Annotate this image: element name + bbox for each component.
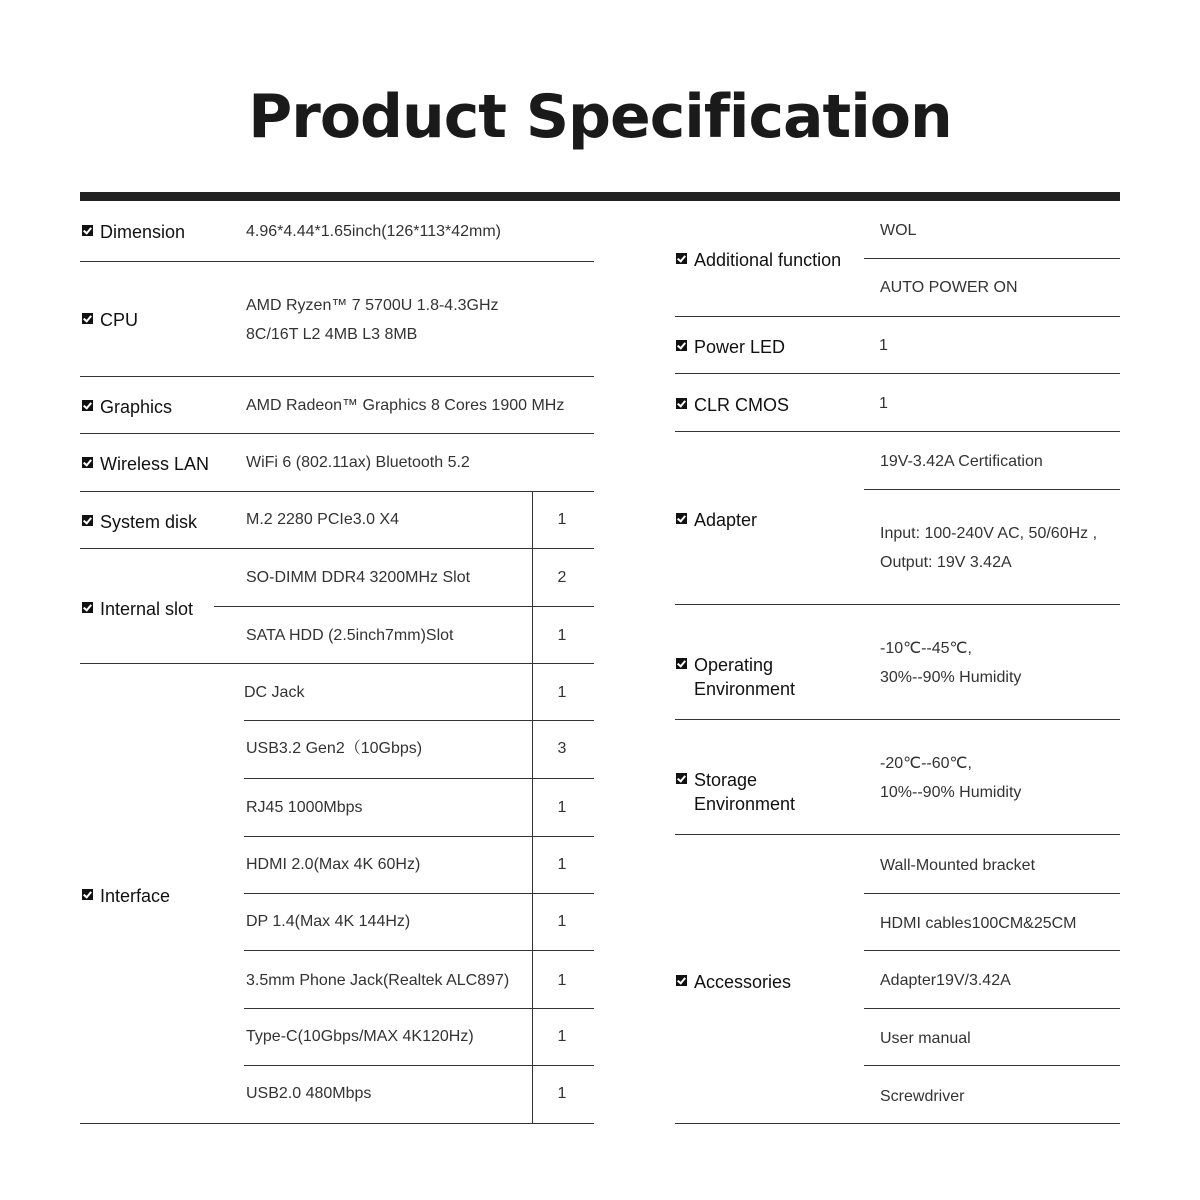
interface-count: 1 bbox=[557, 684, 567, 701]
row-divider bbox=[244, 1065, 594, 1066]
interface-item: DC Jack bbox=[244, 684, 305, 701]
storage-environment-label: Storage Environment bbox=[676, 768, 795, 816]
power-led-value: 1 bbox=[879, 337, 888, 354]
additional-function-value: WOL bbox=[880, 222, 917, 239]
graphics-label: Graphics bbox=[82, 395, 172, 419]
interface-count: 1 bbox=[557, 799, 567, 816]
adapter-label: Adapter bbox=[676, 508, 757, 532]
row-divider bbox=[864, 258, 1120, 259]
row-divider bbox=[675, 604, 1120, 605]
row-divider bbox=[244, 893, 594, 894]
cpu-label: CPU bbox=[82, 308, 138, 332]
accessories-item: Wall-Mounted bracket bbox=[880, 857, 1036, 874]
interface-count: 1 bbox=[557, 856, 567, 873]
row-divider bbox=[675, 431, 1120, 432]
row-divider bbox=[80, 491, 594, 492]
accessories-item: Adapter19V/3.42A bbox=[880, 972, 1011, 989]
graphics-value: AMD Radeon™ Graphics 8 Cores 1900 MHz bbox=[246, 397, 565, 414]
storage-environment-value: -20℃--60℃, 10%--90% Humidity bbox=[880, 755, 1022, 801]
count-column-divider bbox=[532, 491, 533, 1123]
checkbox-icon bbox=[82, 889, 93, 900]
row-divider bbox=[864, 950, 1120, 951]
interface-item: USB3.2 Gen2（10Gbps) bbox=[246, 740, 423, 757]
accessories-item: HDMI cables100CM&25CM bbox=[880, 915, 1077, 932]
row-divider bbox=[864, 1065, 1120, 1066]
row-divider bbox=[675, 1123, 1120, 1124]
interface-item: HDMI 2.0(Max 4K 60Hz) bbox=[246, 856, 421, 873]
row-divider bbox=[675, 316, 1120, 317]
row-divider bbox=[80, 376, 594, 377]
clr-cmos-label: CLR CMOS bbox=[676, 393, 789, 417]
checkbox-icon bbox=[676, 398, 687, 409]
checkbox-icon bbox=[82, 313, 93, 324]
internal-slot-item: SATA HDD (2.5inch7mm)Slot bbox=[246, 627, 454, 644]
dimension-value: 4.96*4.44*1.65inch(126*113*42mm) bbox=[246, 223, 501, 240]
row-divider bbox=[864, 893, 1120, 894]
adapter-value: Input: 100-240V AC, 50/60Hz , Output: 19V 3.42A bbox=[880, 525, 1098, 571]
row-divider bbox=[80, 548, 594, 549]
row-divider bbox=[244, 1008, 594, 1009]
interface-item: Type-C(10Gbps/MAX 4K120Hz) bbox=[246, 1028, 474, 1045]
checkbox-icon bbox=[82, 225, 93, 236]
adapter-value: 19V-3.42A Certification bbox=[880, 453, 1043, 470]
interface-count: 1 bbox=[557, 1085, 567, 1102]
interface-label: Interface bbox=[82, 884, 170, 908]
accessories-item: Screwdriver bbox=[880, 1088, 965, 1105]
row-divider bbox=[244, 950, 594, 951]
system-disk-value: M.2 2280 PCIe3.0 X4 bbox=[246, 511, 399, 528]
checkbox-icon bbox=[676, 340, 687, 351]
row-divider bbox=[244, 836, 594, 837]
row-divider bbox=[80, 663, 594, 664]
interface-count: 3 bbox=[557, 740, 567, 757]
cpu-value: AMD Ryzen™ 7 5700U 1.8-4.3GHz 8C/16T L2 4MB L3 8MB bbox=[246, 297, 499, 343]
operating-environment-label: Operating Environment bbox=[676, 653, 795, 701]
internal-slot-count: 1 bbox=[557, 627, 567, 644]
row-divider bbox=[864, 1008, 1120, 1009]
wireless-label: Wireless LAN bbox=[82, 452, 209, 476]
row-divider bbox=[675, 834, 1120, 835]
system-disk-count: 1 bbox=[557, 511, 567, 528]
row-divider bbox=[244, 720, 594, 721]
row-divider bbox=[864, 489, 1120, 490]
interface-item: RJ45 1000Mbps bbox=[246, 799, 363, 816]
internal-slot-label: Internal slot bbox=[82, 597, 193, 621]
checkbox-icon bbox=[676, 658, 687, 669]
interface-count: 1 bbox=[557, 972, 567, 989]
checkbox-icon bbox=[676, 513, 687, 524]
row-divider bbox=[675, 373, 1120, 374]
dimension-label: Dimension bbox=[82, 220, 185, 244]
row-divider bbox=[244, 778, 594, 779]
row-divider bbox=[80, 261, 594, 262]
internal-slot-count: 2 bbox=[557, 569, 567, 586]
checkbox-icon bbox=[676, 975, 687, 986]
row-divider bbox=[80, 1123, 594, 1124]
power-led-label: Power LED bbox=[676, 335, 785, 359]
interface-item: DP 1.4(Max 4K 144Hz) bbox=[246, 913, 411, 930]
interface-count: 1 bbox=[557, 1028, 567, 1045]
page-title: Product Specification bbox=[248, 82, 952, 152]
internal-slot-item: SO-DIMM DDR4 3200MHz Slot bbox=[246, 569, 471, 586]
row-divider bbox=[214, 606, 594, 607]
checkbox-icon bbox=[82, 602, 93, 613]
interface-item: 3.5mm Phone Jack(Realtek ALC897) bbox=[246, 972, 510, 989]
accessories-item: User manual bbox=[880, 1030, 971, 1047]
additional-function-value: AUTO POWER ON bbox=[880, 279, 1018, 296]
checkbox-icon bbox=[676, 253, 687, 264]
additional-function-label: Additional function bbox=[676, 248, 841, 272]
accessories-label: Accessories bbox=[676, 970, 791, 994]
checkbox-icon bbox=[82, 400, 93, 411]
checkbox-icon bbox=[676, 773, 687, 784]
row-divider bbox=[80, 433, 594, 434]
wireless-value: WiFi 6 (802.11ax) Bluetooth 5.2 bbox=[246, 454, 470, 471]
header-divider bbox=[80, 192, 1120, 201]
system-disk-label: System disk bbox=[82, 510, 197, 534]
checkbox-icon bbox=[82, 457, 93, 468]
clr-cmos-value: 1 bbox=[879, 395, 888, 412]
row-divider bbox=[675, 719, 1120, 720]
interface-item: USB2.0 480Mbps bbox=[246, 1085, 372, 1102]
interface-count: 1 bbox=[557, 913, 567, 930]
operating-environment-value: -10℃--45℃, 30%--90% Humidity bbox=[880, 640, 1022, 686]
checkbox-icon bbox=[82, 515, 93, 526]
